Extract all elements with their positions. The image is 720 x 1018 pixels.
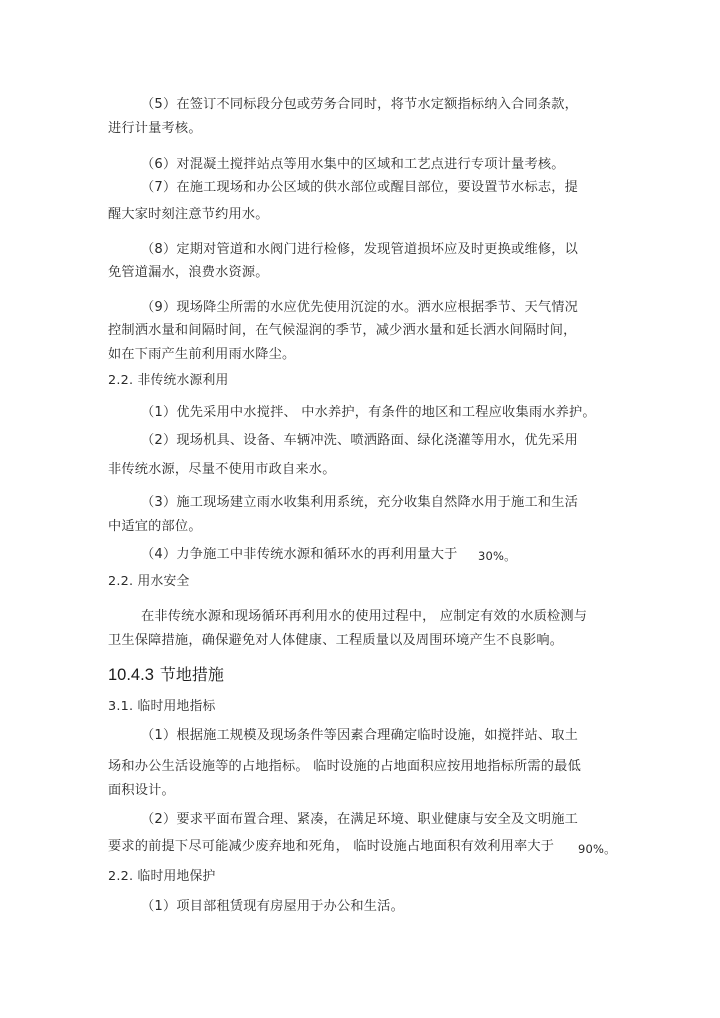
paragraph-line: （3）施工现场建立雨水收集利用系统，充分收集自然降水用于施工和生活 <box>141 495 578 510</box>
paragraph-line: 卫生保障措施，确保避免对人体健康、工程质量以及周围环境产生不良影响。 <box>108 633 564 648</box>
section-number: 10.4.3 <box>108 666 154 684</box>
paragraph-line: （9）现场降尘所需的水应优先使用沉淀的水。洒水应根据季节、天气情况 <box>141 300 578 315</box>
paragraph-line: （8）定期对管道和水阀门进行检修，发现管道损坏应及时更换或维修，以 <box>141 242 578 257</box>
paragraph-line: （7）在施工现场和办公区域的供水部位或醒目部位，要设置节水标志，提 <box>141 180 578 195</box>
paragraph-line: 非传统水源，尽量不使用市政自来水。 <box>108 462 336 477</box>
paragraph-line: 中适宜的部位。 <box>108 519 202 534</box>
paragraph-line: 进行计量考核。 <box>108 121 202 136</box>
subsection-heading: 2.2. 非传统水源利用 <box>108 373 229 388</box>
paragraph-line: （1）项目部租赁现有房屋用于办公和生活。 <box>141 899 404 914</box>
paragraph-line: （5）在签订不同标段分包或劳务合同时，将节水定额指标纳入合同条款， <box>141 97 578 112</box>
paragraph-line: （4）力争施工中非传统水源和循环水的再利用量大于 <box>141 547 458 562</box>
paragraph-line: 免管道漏水，浪费水资源。 <box>108 265 269 280</box>
paragraph-line: 场和办公生活设施等的占地指标。 临时设施的占地面积应按用地指标所需的最低 <box>108 759 581 774</box>
paragraph-line: 控制洒水量和间隔时间，在气候湿润的季节，减少洒水量和延长洒水间隔时间， <box>108 323 577 338</box>
paragraph-line: （6）对混凝土搅拌站点等用水集中的区域和工艺点进行专项计量考核。 <box>141 157 565 172</box>
section-heading <box>108 664 224 686</box>
percentage-value: 30%。 <box>478 549 516 563</box>
paragraph-line: 醒大家时刻注意节约用水。 <box>108 207 269 222</box>
paragraph-line: （1）根据施工规模及现场条件等因素合理确定临时设施，如搅拌站、取土 <box>141 728 578 743</box>
section-title-text: 节地措施 <box>159 665 224 684</box>
subsection-heading: 2.2. 临时用地保护 <box>108 869 216 884</box>
paragraph-line: 如在下雨产生前利用雨水降尘。 <box>108 347 296 362</box>
percentage-value: 90%。 <box>578 842 616 856</box>
subsection-heading: 3.1. 临时用地指标 <box>108 699 216 714</box>
paragraph-line: 在非传统水源和现场循环再利用水的使用过程中， 应制定有效的水质检测与 <box>141 609 588 624</box>
paragraph-line: （2）要求平面布置合理、紧凑，在满足环境、职业健康与安全及文明施工 <box>141 812 578 827</box>
paragraph-line: 要求的前提下尽可能减少废弃地和死角， 临时设施占地面积有效利用率大于 <box>108 839 555 854</box>
paragraph-line: （2）现场机具、设备、车辆冲洗、喷洒路面、绿化浇灌等用水，优先采用 <box>141 433 578 448</box>
subsection-heading: 2.2. 用水安全 <box>108 574 190 589</box>
paragraph-line: 面积设计。 <box>108 783 175 798</box>
paragraph-line: （1）优先采用中水搅拌、 中水养护，有条件的地区和工程应收集雨水养护。 <box>141 405 596 420</box>
